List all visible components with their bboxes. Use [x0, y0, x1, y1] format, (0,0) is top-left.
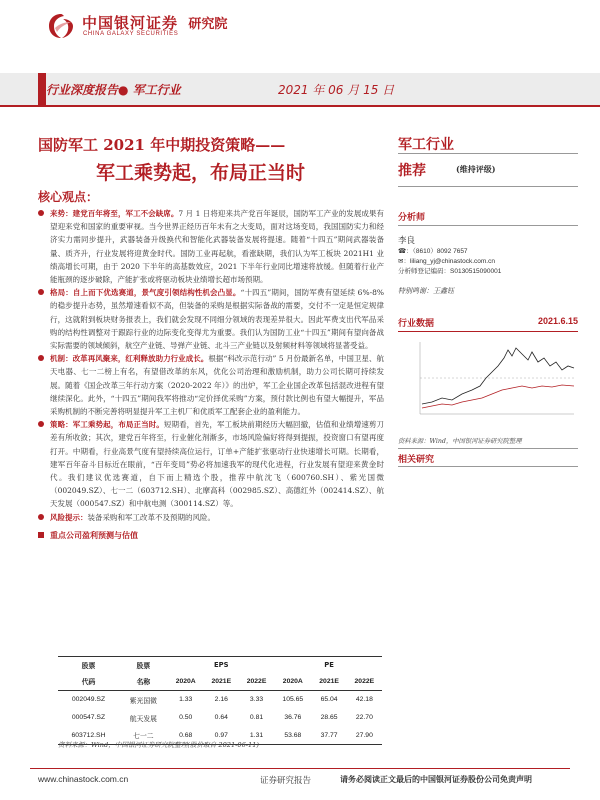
table-source: 资料来源：Wind，中国银河证券研究院整理(股价取自 2021-06-11)	[58, 741, 259, 749]
header-code: 股票	[58, 657, 119, 673]
core-view-label: 核心观点：	[38, 190, 99, 204]
cert-label: 分析师登记编码：	[398, 267, 450, 275]
sidebar-divider	[398, 466, 578, 467]
footer-disclaimer: 请务必阅读正文最后的中国银河证券股份公司免责声明	[340, 774, 532, 784]
report-type-label: 行业深度报告● 军工行业	[46, 83, 181, 97]
cell-value: 2.16	[214, 696, 228, 704]
footer-center: 证券研究报告	[260, 776, 312, 786]
paragraph-lead: 策略：军工乘势起，布局正当时。	[50, 420, 164, 430]
sidebar-rating-note: (维持评级)	[456, 164, 496, 174]
bullet-icon	[38, 210, 44, 216]
paragraph-text: 装备采购和军工改革不及预期的风险。	[87, 512, 215, 522]
cell-value: 0.68	[168, 727, 204, 745]
chart-title: 行业数据	[398, 319, 435, 329]
header-name2: 名称	[119, 673, 168, 691]
cell-value: 0.97	[204, 727, 239, 745]
forecast-table	[58, 656, 382, 745]
paragraph-text: 7 月 1 日将迎来共产党百年诞辰，国防军工产业的发展成果有望迎来党和国家的重要审视。当今世界正经历百年未有之大变局，面对这场变局，我国国防实力和经济实力需同步提升，武器装备升级换代和智能化武器装备发展将提速。随着“十四五”期间武器装备量、质齐升，行业发展将迎黄金时代。国防工业再起航，看涨缺期，我们认为军工板块 2021H1 业绩高增长可期，由于 2020 下半年的高基数效应，2021 下半年行业同比增速将放缓。但随着行业产能瓶颈的逐步破除，产能扩张或将驱动板块业绩增长超市场预期。	[50, 209, 384, 285]
paragraph-text: “十四五”期间，国防军费有望延续 6%-8%的稳步提升态势，虽然增速看似不高，但装备的采购是根据实际备战的需要，交付不一定是恒定规律行，这就附到板块财务报表上，我们就会发现不同细分领域的表现差异很大。因此军费支出代军品采购的结构性调整对于跟踪行业的边际变化变得尤为重要。我们认为国防工业“十四五”期间有望向备战实际需要的领域倾斜，航空产业链、导弹产业链、北斗三产业链以及射频材料等领域将显著受益。	[50, 288, 384, 351]
brand-logo	[46, 8, 227, 44]
band-accent	[38, 73, 46, 105]
year-header: 2022E	[239, 673, 274, 691]
year-header: 2021E	[311, 673, 346, 691]
year-header: 2020A	[168, 673, 204, 691]
cell-code: 603712.SH	[58, 727, 119, 745]
cell-value: 0.50	[179, 714, 193, 721]
report-date: 2021 年 06 月 15 日	[278, 83, 395, 97]
cell-value: 0.81	[249, 714, 264, 721]
bullet-icon	[38, 421, 44, 427]
analyst-cert-row	[398, 266, 501, 275]
cell-value: 28.65	[320, 714, 338, 721]
table-row	[58, 709, 382, 727]
phone-icon: ☎：	[398, 247, 413, 255]
header-name: 股票	[119, 657, 168, 673]
brand-name-cn: 中国银河证券	[82, 14, 179, 32]
sidebar-divider	[398, 186, 578, 187]
sidebar-industry: 军工行业	[398, 137, 454, 153]
header-divider	[0, 105, 600, 107]
bullet-icon	[38, 355, 44, 361]
cell-value: 27.90	[347, 727, 382, 745]
paragraph-strategy	[38, 418, 384, 510]
table-row	[58, 691, 382, 709]
galaxy-logo-icon	[46, 11, 76, 41]
analyst-email-row	[398, 256, 495, 265]
paragraph-momentum	[38, 207, 384, 286]
table-heading	[38, 529, 384, 541]
paragraph-pattern	[38, 286, 384, 352]
report-title-line2: 军工乘势起，布局正当时	[96, 162, 306, 184]
analyst-cert: S0130515090001	[450, 268, 502, 275]
industry-chart-header	[398, 316, 578, 331]
bullet-icon	[38, 289, 44, 295]
sidebar-divider	[398, 448, 578, 449]
sidebar-rating: 推荐	[398, 163, 426, 179]
cell-value: 0.64	[214, 714, 228, 721]
table-title: 重点公司盈利预测与估值	[50, 529, 138, 540]
paragraph-lead: 风险提示：	[50, 512, 88, 522]
year-header: 2021E	[204, 673, 239, 691]
analyst-phone-row	[398, 246, 468, 255]
cell-name: 紫光国微	[129, 696, 157, 705]
year-header: 2022E	[347, 673, 382, 691]
header-pe: PE	[311, 657, 346, 673]
paragraph-lead: 机制：改革再风聚来，红利释放助力行业成长。	[50, 354, 209, 364]
table-subheader-row	[58, 673, 382, 691]
header-code2: 代码	[58, 673, 119, 691]
analyst-section-title: 分析师	[398, 213, 426, 223]
cell-value: 65.04	[320, 696, 338, 704]
analyst-email[interactable]: liliang_yj@chinastock.com.cn	[409, 258, 495, 265]
paragraph-lead: 格局：自上而下优选赛道，景气度引领结构性机会凸显。	[50, 288, 241, 298]
cell-value: 105.65	[282, 696, 304, 704]
cell-value: 36.76	[284, 714, 302, 721]
sidebar-divider	[398, 225, 578, 226]
special-name: 王鑫钰	[433, 287, 454, 295]
paragraph-text: 根据“科改示范行动” 5 月份最新名单，中国卫星、航天电器、七一二榜上有名，有望借改革的东风，优化公司治理和激励机制，助力公司长期可持续发展。随着《国企改革三年行动方案（2020-2022 年）》的出炉，军工企业国企改革包括混改进程有望继续深化。此外，“十四五”期间我军将推动“定价择优采购”方案，预付款比例也有望大幅提升，军品采购机制的不断完善将明显提升军工主机厂和优质军工配套企业的盈利能力。	[50, 354, 384, 417]
cell-value: 3.33	[249, 696, 264, 704]
industry-chart	[398, 331, 578, 427]
paragraph-text: 短期看，首先，军工板块前期经历大幅回撤，估值和业绩增速剪刀差有所收敛；其次，建党百年将至，行业催化剂渐多，市场风险偏好将得到提振，投资窗口有望再度打开。中期看，行业高景气度有望持续高位运行，订单+产能扩张驱动行业快速增长可期。长期看，建军百年奋斗目标近在眼前，“百年变局”势必将加速我军的现代化进程，行业发展有望迎来黄金时代。我们建议优选赛道，自下而上精选个股，推荐中航沈飞（600760.SH）、紫光国微（002049.SZ）、七一二（603712.SH）、北摩高科（002985.SZ）、高德红外（002414.SZ）、航天发展（000547.SZ）和中航电测（300114.SZ）等。	[50, 420, 385, 509]
chart-date: 2021.6.15	[537, 316, 578, 326]
cell-name: 七一二	[119, 727, 168, 745]
cell-value: 53.68	[274, 727, 311, 745]
table-header-row	[58, 657, 382, 673]
paragraph-risk	[38, 511, 384, 524]
analyst-phone: （8610）8092 7657	[412, 248, 468, 255]
email-icon: ✉：	[398, 257, 410, 265]
square-bullet-icon	[38, 532, 44, 538]
cell-name: 航天发展	[129, 714, 157, 723]
header-eps: EPS	[204, 657, 239, 673]
footer-url[interactable]: www.chinastock.com.cn	[38, 774, 129, 784]
analyst-name: 李良	[398, 236, 416, 246]
cell-value: 1.31	[239, 727, 274, 745]
cell-code: 000547.SZ	[71, 714, 106, 721]
brand-research: 研究院	[188, 16, 228, 32]
related-research-title: 相关研究	[398, 455, 435, 465]
special-label: 特别鸣谢：	[398, 287, 433, 295]
bullet-icon	[38, 514, 44, 520]
special-thanks	[398, 286, 454, 296]
paragraph-mechanism	[38, 352, 384, 418]
cell-value: 1.33	[179, 696, 193, 704]
paragraph-lead: 来势：建党百年将至，军工不会缺席。	[50, 209, 179, 218]
cell-value: 37.77	[311, 727, 346, 745]
main-content	[38, 207, 384, 541]
year-header: 2020A	[274, 673, 311, 691]
cell-value: 42.18	[355, 696, 373, 704]
brand-name-en: CHINA GALAXY SECURITIES	[83, 31, 179, 37]
chart-source: 资料来源：Wind，中国银河证券研究院整理	[398, 438, 522, 445]
cell-value: 22.70	[355, 714, 373, 721]
report-type-band	[0, 73, 600, 105]
cell-code: 002049.SZ	[71, 696, 106, 704]
footer-divider	[30, 768, 570, 769]
report-title-line1: 国防军工 2021 年中期投资策略——	[38, 136, 286, 154]
sidebar-divider	[398, 153, 578, 154]
